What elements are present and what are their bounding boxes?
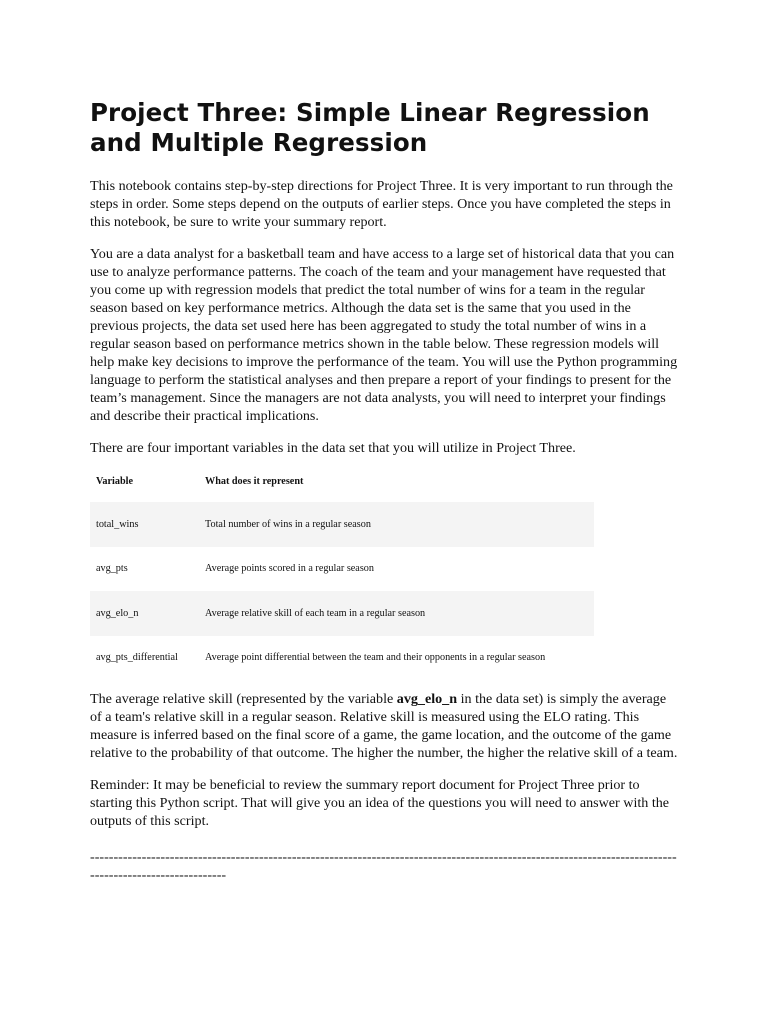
table-cell-variable: total_wins <box>90 502 199 547</box>
dashed-divider: ---------------------------------------------------------------------------------------------------------------------------------------------------------- <box>90 849 677 883</box>
variables-intro-paragraph: There are four important variables in the data set that you will utilize in Project Three. <box>90 440 576 456</box>
table-cell-description: Average points scored in a regular season <box>205 563 374 575</box>
elo-paragraph <box>90 690 680 762</box>
table-cell-description: Average point differential between the team and their opponents in a regular season <box>205 652 546 664</box>
context-paragraph: You are a data analyst for a basketball team and have access to a large set of historical data that you can use to analyze performance patterns. The coach of the team and your management have requested that you come up with regression models that predict the total number of wins for a team in the regular season based on key performance metrics. Although the data set is the same that you used in the previous projects, the data set used here has been aggregated to study the total number of wins in a regular season based on performance metrics shown in the table below. These regression models will help make key decisions to improve the performance of the team. You will use the Python programming language to perform the statistical analyses and then prepare a report of your findings to present for the team’s management. Since the managers are not data analysts, you will need to interpret your findings and describe their practical implications. <box>90 246 678 424</box>
elo-paragraph-end: in the data set) is simply the average of a team's relative skill in a regular season. Relative skill is measured using the ELO rating. This measure is inferred based on the final score of a game, the game location, and the outcome of the game relative to the probability of that outcome. The higher the number, the higher the relative skill of a team. <box>90 691 678 761</box>
document-body <box>90 98 680 884</box>
table-header-variable: Variable <box>96 476 133 487</box>
table-row <box>90 547 594 592</box>
table-row <box>90 502 594 547</box>
intro-paragraph: This notebook contains step-by-step directions for Project Three. It is very important to run through the steps in order. Some steps depend on the outputs of earlier steps. Once you have completed the steps in this notebook, be sure to write your summary report. <box>90 178 673 230</box>
page-title: Project Three: Simple Linear Regression and Multiple Regression <box>90 98 650 157</box>
table-cell-description: Average relative skill of each team in a regular season <box>199 591 594 636</box>
elo-variable-name: avg_elo_n <box>396 691 458 707</box>
table-row <box>90 591 594 636</box>
table-header-row <box>90 476 594 502</box>
table-cell-variable: avg_elo_n <box>90 591 199 636</box>
table-cell-variable: avg_pts_differential <box>96 652 178 664</box>
variables-table <box>90 476 594 680</box>
table-header-description: What does it represent <box>205 476 304 487</box>
table-row <box>90 636 594 681</box>
table-cell-description: Total number of wins in a regular season <box>199 502 594 547</box>
reminder-paragraph: Reminder: It may be beneficial to review the summary report document for Project Three prior to starting this Python script. That will give you an idea of the questions you will need to answer with the outputs of this script. <box>90 777 670 829</box>
elo-paragraph-start: The average relative skill (represented by the variable <box>90 691 397 707</box>
table-cell-variable: avg_pts <box>96 563 128 575</box>
